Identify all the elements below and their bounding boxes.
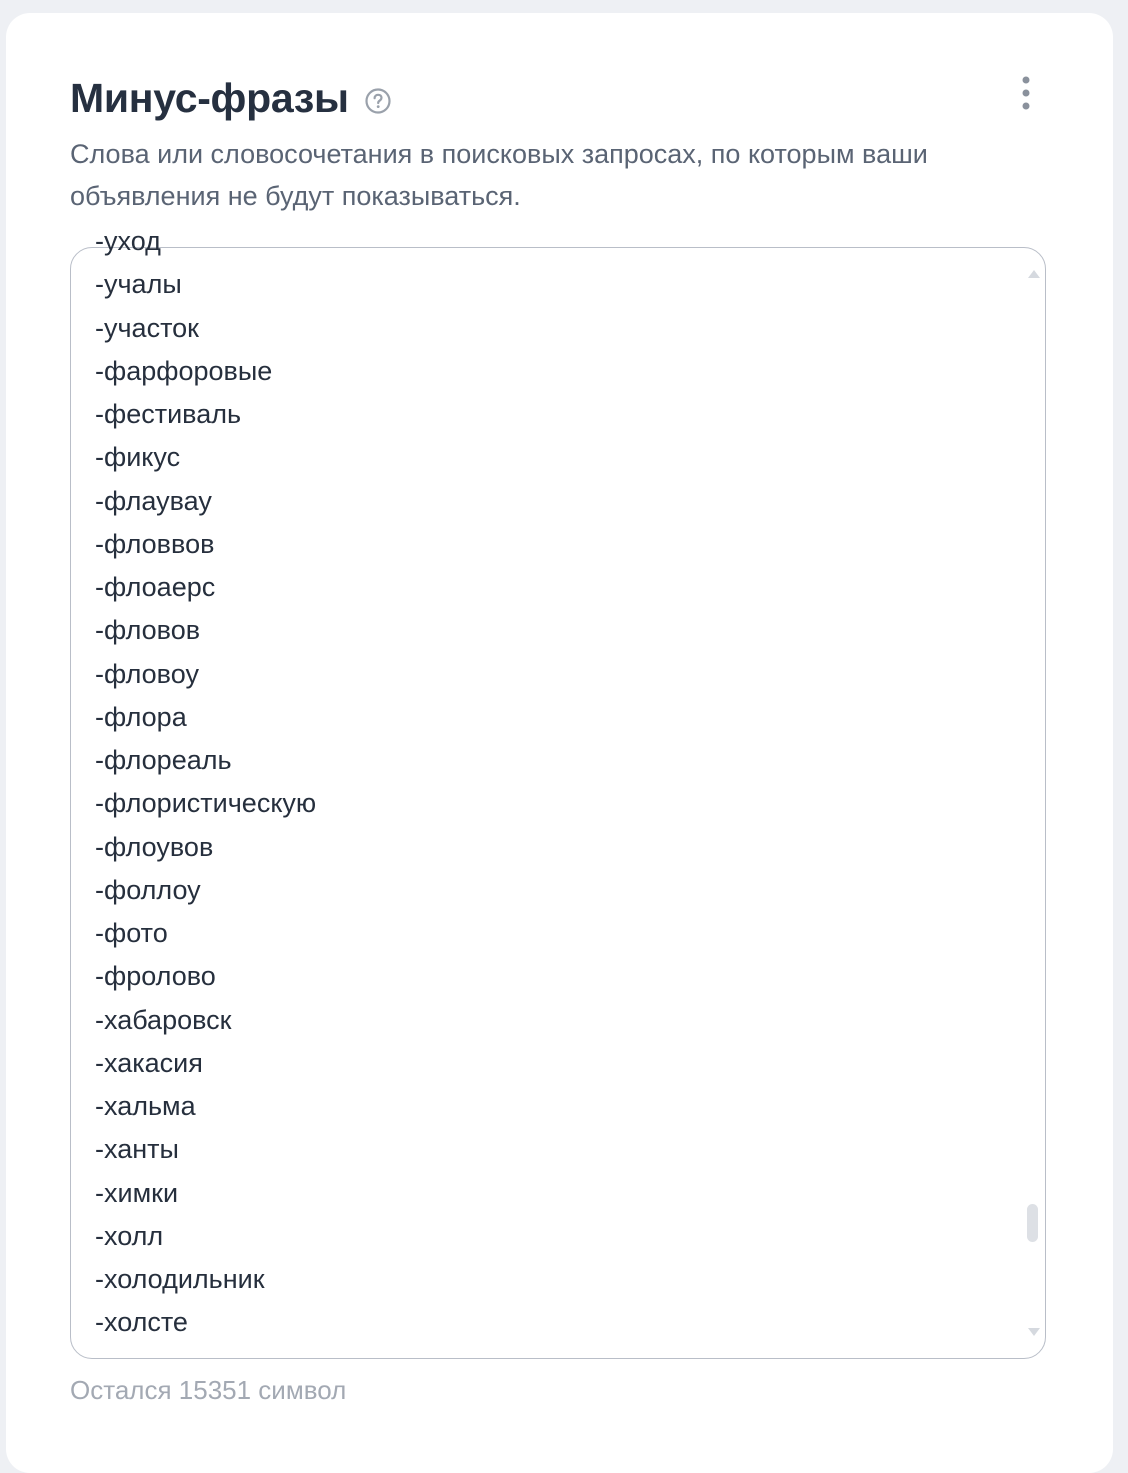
scroll-down-arrow-icon[interactable] <box>1028 1328 1040 1336</box>
phrase-line: -уход <box>95 226 161 256</box>
more-options-button[interactable] <box>1010 71 1042 115</box>
phrase-line: -флоувов <box>95 831 214 862</box>
minus-phrases-card <box>6 13 1113 1473</box>
phrase-line: -фото <box>95 918 168 948</box>
vertical-dots-icon <box>1021 75 1031 111</box>
phrase-line: -холсте <box>95 1307 188 1338</box>
phrase-line: -фролово <box>95 961 216 992</box>
card-description: Слова или словосочетания в поисковых запросах, по которым ваши объявления не будут показываться. <box>70 139 928 211</box>
phrase-line: -холл <box>95 1220 164 1251</box>
phrase-line: -ханты <box>95 1134 179 1165</box>
phrase-line: -участок <box>95 312 199 343</box>
phrase-line: -флоаерс <box>95 572 216 602</box>
phrase-line: -хабаровск <box>95 1004 232 1035</box>
phrase-line: -фловоу <box>95 658 199 689</box>
phrase-line: -флаувау <box>95 485 212 516</box>
scrollbar-thumb[interactable] <box>1027 1204 1038 1242</box>
phrase-line: -флористическую <box>95 788 317 819</box>
phrase-line: -фарфоровые <box>95 355 273 386</box>
phrase-line: -фикус <box>95 442 181 473</box>
phrase-line: -хакасия <box>95 1047 203 1078</box>
phrase-line: -холодильник <box>95 1264 265 1294</box>
phrase-line: -флореаль <box>95 745 232 775</box>
phrase-line: -учалы <box>95 269 182 300</box>
characters-remaining-counter: Остался 15351 символ <box>70 1375 347 1405</box>
scroll-up-arrow-icon[interactable] <box>1028 270 1040 278</box>
card-title: Минус-фразы <box>70 75 349 121</box>
phrase-line: -химки <box>95 1177 179 1208</box>
phrase-list <box>95 220 316 1345</box>
phrase-line: -фловвов <box>95 528 215 559</box>
phrase-line: -хальма <box>95 1091 196 1121</box>
minus-phrases-textarea[interactable] <box>70 226 1046 1359</box>
phrase-line: -флора <box>95 701 187 732</box>
phrase-line: -фестиваль <box>95 399 242 429</box>
help-icon[interactable] <box>365 88 391 114</box>
phrase-line: -фловов <box>95 615 201 646</box>
phrase-line: -фоллоу <box>95 874 201 905</box>
card-header <box>70 75 391 122</box>
